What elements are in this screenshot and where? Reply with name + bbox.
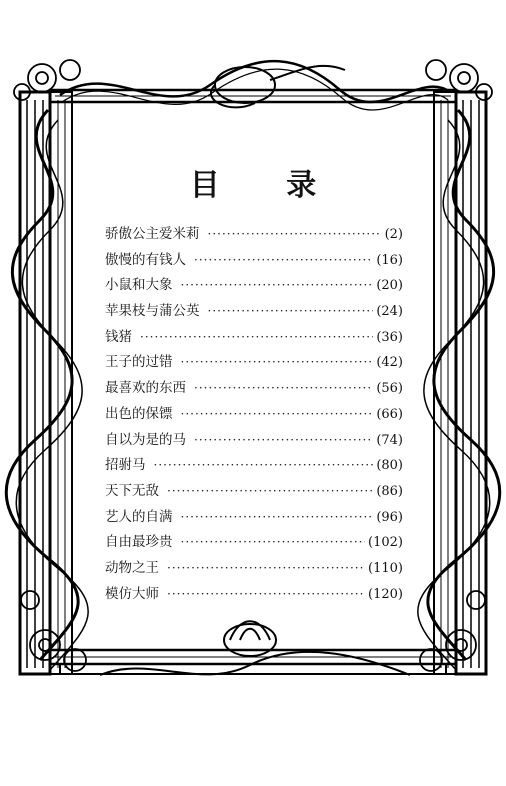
- toc-entry-page: (96): [376, 509, 403, 525]
- toc-entry-title: 招驸马: [105, 457, 146, 474]
- toc-entry-page: (42): [376, 355, 403, 371]
- toc-entry-title: 自由最珍贵: [105, 534, 173, 551]
- dot-leader: [140, 330, 373, 344]
- toc-entry: [105, 350, 403, 376]
- toc-entry: [105, 325, 403, 351]
- dot-leader: [181, 535, 366, 549]
- toc-entry-title: 出色的保镖: [105, 405, 173, 422]
- page-title: 目 录: [189, 168, 345, 203]
- toc-entry-page: (24): [376, 304, 403, 320]
- dot-leader: [194, 253, 373, 267]
- dot-leader: [181, 278, 374, 292]
- dot-leader: [167, 587, 365, 601]
- toc-entry-title: 艺人的自满: [105, 508, 173, 525]
- bottom-left-flowers: [21, 591, 86, 671]
- dot-leader: [181, 355, 374, 369]
- bottom-right-flowers: [420, 591, 485, 671]
- toc-entry-page: (110): [368, 560, 403, 576]
- toc-entry: [105, 222, 403, 248]
- dot-leader: [194, 381, 373, 395]
- toc-entry: [105, 402, 403, 428]
- dot-leader: [167, 561, 365, 575]
- toc-entry: [105, 479, 403, 505]
- toc-entry-title: 钱猪: [105, 328, 132, 345]
- top-left-flowers: [14, 60, 80, 100]
- dot-leader: [194, 433, 373, 447]
- dot-leader: [208, 227, 382, 241]
- toc-entry-page: (2): [384, 227, 403, 242]
- toc-entry: [105, 530, 403, 556]
- dot-leader: [154, 458, 374, 472]
- toc-entry-title: 自以为是的马: [105, 431, 186, 448]
- toc-entry-page: (86): [376, 483, 403, 499]
- toc-entry-title: 傲慢的有钱人: [105, 251, 186, 268]
- toc-entry: [105, 505, 403, 531]
- toc-entry: [105, 248, 403, 274]
- toc-entry-page: (16): [376, 252, 403, 268]
- toc-entry-page: (74): [376, 432, 403, 448]
- toc-entry-title: 动物之王: [105, 559, 159, 576]
- top-right-flowers: [426, 60, 492, 100]
- toc-entry: [105, 453, 403, 479]
- toc-entry-page: (80): [376, 458, 403, 474]
- toc-entry: [105, 428, 403, 454]
- toc-entry-title: 天下无敌: [105, 482, 159, 499]
- toc-entry-page: (56): [376, 381, 403, 397]
- toc-entry-page: (20): [376, 278, 403, 294]
- toc-entry-title: 苹果枝与蒲公英: [105, 303, 200, 320]
- toc-entry-page: (102): [368, 535, 403, 551]
- toc-entry-title: 最喜欢的东西: [105, 380, 186, 397]
- dot-leader: [181, 407, 374, 421]
- bottom-beam: [50, 650, 456, 674]
- toc-entry-page: (120): [368, 586, 403, 602]
- toc-entry: [105, 299, 403, 325]
- toc-entry-title: 骄傲公主爱米莉: [105, 226, 200, 242]
- toc-entry-title: 模仿大师: [105, 585, 159, 602]
- toc-entry: [105, 273, 403, 299]
- toc-entry-page: (66): [376, 406, 403, 422]
- dot-leader: [181, 510, 374, 524]
- toc-entry: [105, 376, 403, 402]
- toc-entry-title: 小鼠和大象: [105, 277, 173, 294]
- toc-entry: [105, 582, 403, 608]
- table-of-contents: [105, 222, 403, 607]
- toc-entry-page: (36): [376, 329, 403, 345]
- dot-leader: [167, 484, 373, 498]
- bottom-center-lotus: [100, 621, 410, 675]
- dot-leader: [208, 304, 374, 318]
- toc-entry-title: 王子的过错: [105, 354, 173, 371]
- toc-entry: [105, 556, 403, 582]
